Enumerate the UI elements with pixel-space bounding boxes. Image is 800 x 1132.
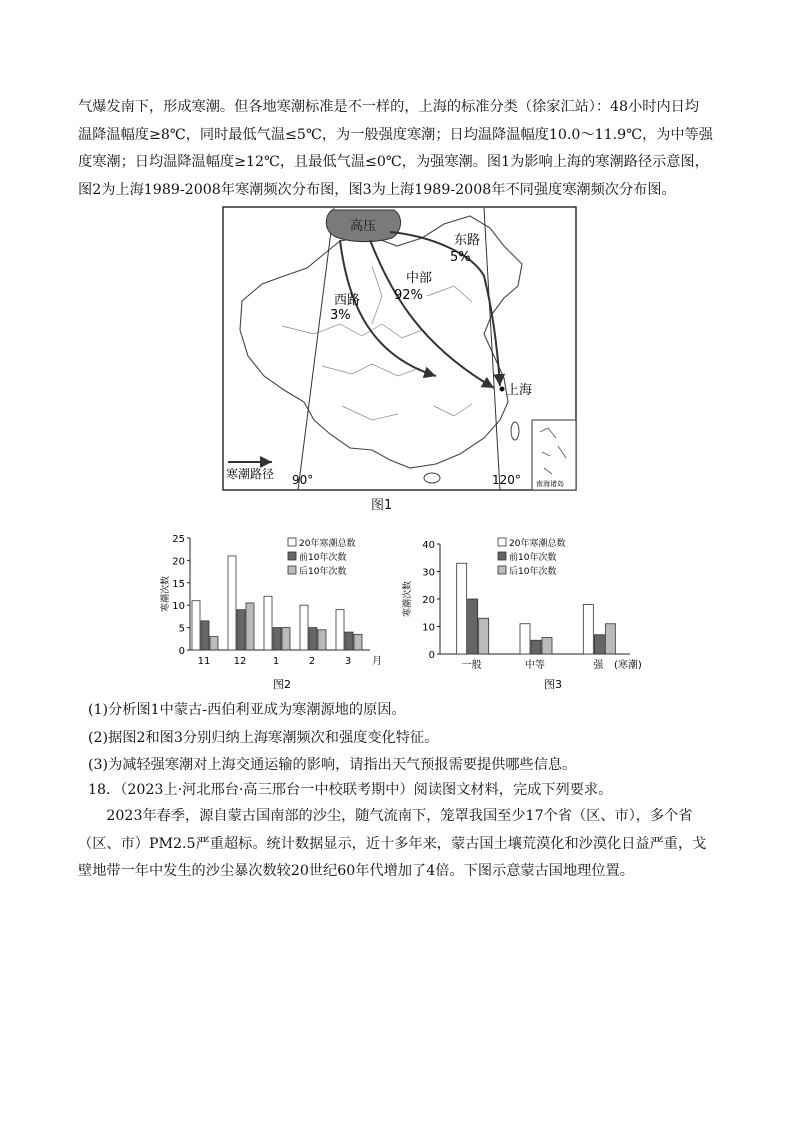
legend-entry: 20年寒潮总数 <box>509 539 566 549</box>
y-tick-label: 20 <box>172 556 185 568</box>
bar-后10年次数 <box>318 630 326 650</box>
passage-line: 壁地带一年中发生的沙尘暴次数较20世纪60年代增加了4倍。下图示意蒙古国地理位置。 <box>78 863 634 879</box>
legend-entry: 后10年次数 <box>509 567 557 577</box>
map-frame <box>223 207 576 490</box>
y-axis-label: 寒潮次数 <box>403 580 413 618</box>
legend-swatch <box>288 552 296 560</box>
east-route-label: 东路 <box>454 233 481 248</box>
bar-后10年次数 <box>246 603 254 650</box>
chart-monthly-frequency <box>160 532 392 692</box>
bar-20年寒潮总数 <box>264 596 272 650</box>
legend-swatch <box>498 552 506 560</box>
shanghai-marker <box>500 387 505 392</box>
central-route-pct: 92% <box>394 288 423 303</box>
bar-前10年次数 <box>273 628 281 650</box>
x-tick-label: 3 <box>344 656 352 667</box>
legend-swatch <box>498 566 506 574</box>
x-tick-label: 中等 <box>525 660 545 671</box>
material-passage <box>78 803 726 886</box>
y-tick-label: 25 <box>172 534 185 545</box>
y-tick-label: 0 <box>178 646 185 657</box>
bar-20年寒潮总数 <box>457 563 467 654</box>
bar-20年寒潮总数 <box>336 610 344 650</box>
legend-swatch <box>288 538 296 546</box>
intro-line: 气爆发南下，形成寒潮。但各地寒潮标准是不一样的，上海的标准分类（徐家汇站）：48小时内日均 <box>78 99 700 115</box>
figure1-caption: 图1 <box>371 498 393 513</box>
bar-后10年次数 <box>605 624 615 654</box>
question-list <box>88 697 736 780</box>
high-pressure-label: 高压 <box>350 219 377 234</box>
y-tick-label: 40 <box>422 540 435 551</box>
bar-20年寒潮总数 <box>300 605 308 650</box>
bar-20年寒潮总数 <box>192 601 200 650</box>
passage-line: 2023年春季，源自蒙古国南部的沙尘，随气流南下，笼罩我国至少17个省（区、市），多个省 <box>78 808 693 824</box>
east-route-pct: 5% <box>450 250 471 265</box>
central-route-label: 中部 <box>406 271 433 286</box>
bar-20年寒潮总数 <box>520 624 530 654</box>
shanghai-label: 上海 <box>506 383 533 398</box>
intro-paragraph <box>78 94 726 204</box>
bar-前10年次数 <box>594 635 604 654</box>
x-tick-label: 强 <box>593 660 604 671</box>
intro-line: 度寒潮；日均温降温幅度≥12℃，且最低气温≤0℃，为强寒潮。图1为影响上海的寒潮路径示意图， <box>78 154 709 170</box>
bar-后10年次数 <box>282 628 290 650</box>
legend-swatch <box>498 538 506 546</box>
chart-intensity-frequency <box>400 532 670 692</box>
legend-entry: 前10年次数 <box>299 553 347 563</box>
y-tick-label: 15 <box>172 578 185 590</box>
inset-label: 南海诸岛 <box>536 480 564 488</box>
bar-20年寒潮总数 <box>228 556 236 650</box>
bar-前10年次数 <box>237 610 245 650</box>
x-tick-label: 11 <box>197 656 211 667</box>
y-tick-label: 10 <box>172 601 185 613</box>
bar-前10年次数 <box>201 621 209 650</box>
question-item: (3)为减轻强寒潮对上海交通运输的影响，请指出天气预报需要提供哪些信息。 <box>88 757 577 773</box>
y-tick-label: 10 <box>422 622 435 634</box>
cold-wave-route-map <box>222 206 578 492</box>
x-tick-label: 1 <box>272 656 280 667</box>
question-18-header: 18．（2023上·河北邢台·高三邢台一中校联考期中）阅读图文材料，完成下列要求。 <box>88 782 613 798</box>
legend-swatch <box>288 566 296 574</box>
y-tick-label: 20 <box>422 595 435 606</box>
bar-后10年次数 <box>479 618 489 654</box>
lon-120-label: 120° <box>492 473 521 487</box>
question-item: (1)分析图1中蒙古-西伯利亚成为寒潮源地的原因。 <box>88 702 406 718</box>
chart-caption: 图3 <box>544 678 562 691</box>
y-tick-label: 30 <box>422 567 435 579</box>
y-axis-label: 寒潮次数 <box>161 575 171 613</box>
west-route-pct: 3% <box>330 308 351 323</box>
y-tick-label: 5 <box>178 623 185 635</box>
legend-entry: 前10年次数 <box>509 553 557 563</box>
bar-后10年次数 <box>210 637 218 650</box>
intro-line: 温降温幅度≥8℃，同时最低气温≤5℃，为一般强度寒潮；日均温降温幅度10.0～11.9℃，为中等强 <box>78 126 713 143</box>
x-tick-label: 一般 <box>461 660 482 671</box>
legend-label: 寒潮路径 <box>226 467 275 481</box>
bar-前10年次数 <box>468 599 478 654</box>
west-route-label: 西路 <box>334 293 361 308</box>
passage-line: （区、市）PM2.5严重超标。统计数据显示，近十多年来，蒙古国土壤荒漠化和沙漠化日益严重，戈 <box>78 835 707 852</box>
lon-90-label: 90° <box>292 473 314 487</box>
intro-line: 图2为上海1989-2008年寒潮频次分布图，图3为上海1989-2008年不同强度寒潮频次分布图。 <box>78 181 676 198</box>
bar-后10年次数 <box>542 638 552 655</box>
x-tick-label: 12 <box>233 656 247 667</box>
chart-caption: 图2 <box>273 678 291 691</box>
x-tick-label: 2 <box>308 656 316 667</box>
y-tick-label: 0 <box>428 650 435 661</box>
x-unit-label: (寒潮) <box>614 660 642 671</box>
question-item: (2)据图2和图3分别归纳上海寒潮频次和强度变化特征。 <box>88 729 439 746</box>
bar-20年寒潮总数 <box>583 605 593 655</box>
bar-前10年次数 <box>345 632 353 650</box>
legend-entry: 20年寒潮总数 <box>299 539 356 549</box>
bar-前10年次数 <box>309 628 317 650</box>
legend-entry: 后10年次数 <box>299 567 347 577</box>
bar-后10年次数 <box>354 634 362 650</box>
x-unit-label: 月 <box>372 656 382 667</box>
bar-前10年次数 <box>531 640 541 654</box>
